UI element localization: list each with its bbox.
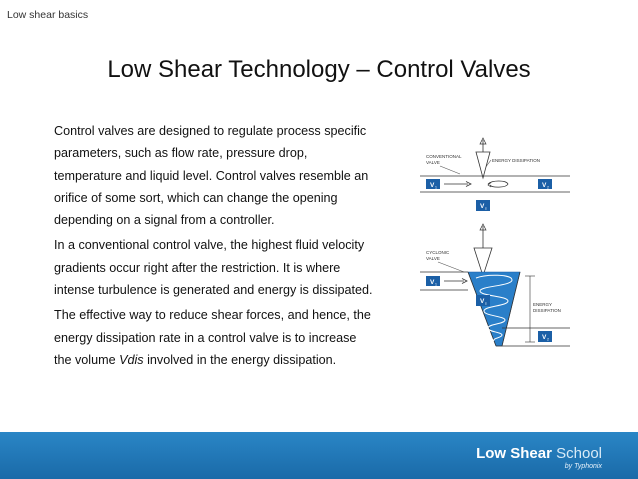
- swirl-arrow-icon: [488, 181, 508, 187]
- v1-label: V: [430, 182, 435, 189]
- cyclonic-cone: [468, 272, 520, 346]
- footer-bar: [0, 432, 638, 479]
- v1-sub: 1: [435, 185, 437, 190]
- brand-light: School: [556, 445, 602, 462]
- paragraph-control-valves: Control valves are designed to regulate process specific parameters, such as flow rate, pressure drop, temperature and liquid level. Control valves resemble an orifice of some sort, which can change the opening depending on a signal from a controller.: [54, 124, 369, 228]
- v2-sub: 2: [547, 185, 549, 190]
- paragraph-reduce-shear: [54, 304, 376, 371]
- cyclonic-v1-sub: 1: [435, 282, 437, 287]
- slide-title: Low Shear Technology – Control Valves: [107, 56, 531, 83]
- dissipation-label: DISSIPATION: [533, 308, 561, 313]
- cyclonic-v1-label: V: [430, 279, 435, 286]
- cyclonic-pointer: [438, 262, 464, 272]
- paragraph-text: involved in the energy dissipation.: [143, 352, 337, 367]
- cyclonic-label: CYCLONIC: [426, 250, 450, 255]
- brand-logo: [476, 445, 602, 462]
- conventional-label-2: VALVE: [426, 160, 440, 165]
- cyclonic-valve-diagram: [420, 224, 570, 346]
- conventional-valve-diagram: [420, 138, 570, 211]
- paragraph-conventional-valve: In a conventional control valve, the highest fluid velocity gradients occur right after the restriction. It is where intense turbulence is generated and energy is dissipated.: [54, 238, 373, 298]
- cyclonic-v2-label: V: [542, 334, 547, 341]
- cyclonic-label-2: VALVE: [426, 256, 440, 261]
- energy-dissipation-label: ENERGY DISSIPATION: [492, 158, 541, 163]
- cyclonic-v2-sub: 2: [547, 337, 549, 342]
- body-text: [54, 120, 376, 374]
- vs-label: V: [480, 203, 485, 210]
- paragraph-text: The effective way to reduce shear forces, and hence, the energy dissipation rate in a control valve is to increase the volume: [54, 308, 371, 367]
- cyclonic-vs-label: V: [480, 298, 485, 305]
- energy-label: ENERGY: [533, 302, 553, 307]
- valve-plug: [476, 152, 490, 178]
- brand-bold: Low Shear: [476, 445, 552, 462]
- v2-label: V: [542, 182, 547, 189]
- brand-subtitle: by Typhonix: [564, 463, 602, 470]
- vdis-term: Vdis: [119, 352, 144, 367]
- conventional-pointer: [440, 166, 460, 174]
- valve-diagram: [420, 136, 570, 358]
- cyclonic-vs-sub: s: [485, 301, 487, 306]
- vs-sub: s: [485, 206, 487, 211]
- conventional-label: CONVENTIONAL: [426, 154, 462, 159]
- section-tag: Low shear basics: [7, 9, 89, 21]
